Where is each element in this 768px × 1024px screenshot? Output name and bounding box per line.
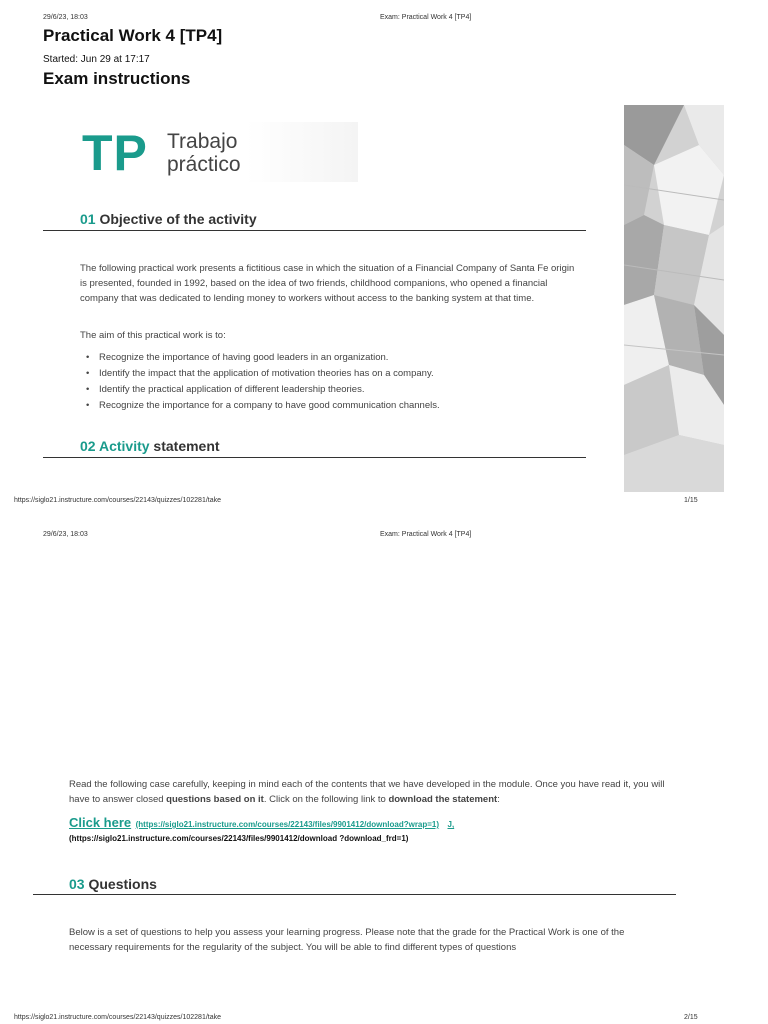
print-footer-page: 1/15 (684, 497, 698, 504)
section-01-label: Objective of the activity (99, 211, 257, 227)
bold-download-statement: download the statement (388, 794, 498, 805)
print-footer-url: https://siglo21.instructure.com/courses/22143/quizzes/102281/take (14, 1014, 222, 1021)
download-link-row (69, 814, 454, 832)
section-01-divider (43, 230, 586, 231)
section-02-label: statement (153, 438, 220, 454)
trabajo-practico-logo (78, 122, 358, 182)
section-03-label: Questions (88, 876, 157, 892)
section-03-divider (33, 894, 676, 895)
list-item: • Identify the impact that the application of motivation theories has on a company. (86, 368, 434, 379)
section-01-title (80, 211, 257, 227)
section-03-title (69, 876, 157, 892)
page-title: Practical Work 4 [TP4] (43, 26, 223, 45)
download-frd-link[interactable]: (https://siglo21.instructure.com/courses/22143/files/9901412/download ?download_frd=1) (69, 834, 409, 843)
print-header-date: 29/6/23, 18:03 (43, 531, 88, 538)
bold-questions-based: questions based on it (166, 794, 264, 805)
list-item: • Identify the practical application of different leadership theories. (86, 384, 365, 395)
tp-logo-word-2: práctico (167, 153, 241, 176)
click-here-link[interactable]: Click here (69, 815, 132, 830)
decorative-side-image (624, 105, 724, 492)
section-03-number: 03 (69, 876, 85, 892)
section-02-accent: Activity (98, 438, 150, 454)
aim-bullet-list (80, 350, 580, 414)
tp-logo-word-1: Trabajo (167, 130, 238, 153)
questions-paragraph: Below is a set of questions to help you assess your learning progress. Please note that the grade for the Practical Work is one of the necessary requirements for the regularity of the subject. You will be able to find different types of questions (69, 927, 625, 953)
objective-paragraph: The following practical work presents a fictitious case in which the situation of a Financial Company of Santa Fe origin is presented, founded in 1992, based on the idea of two friends, childhood companions, who opened a financial company that was dedicated to lending money to workers without access to the banking system at that time. (80, 263, 575, 304)
section-02-divider (43, 457, 586, 458)
print-header-date: 29/6/23, 18:03 (43, 14, 88, 21)
aim-intro: The aim of this practical work is to: (80, 330, 226, 341)
print-footer-url: https://siglo21.instructure.com/courses/22143/quizzes/102281/take (14, 497, 222, 504)
print-footer-page: 2/15 (684, 1014, 698, 1021)
list-item: • Recognize the importance for a company to have good communication channels. (86, 400, 440, 411)
tp-logo-mark: TP (82, 125, 148, 181)
print-header-title: Exam: Practical Work 4 [TP4] (380, 531, 472, 538)
print-header-title: Exam: Practical Work 4 [TP4] (380, 14, 472, 21)
exam-instructions-heading: Exam instructions (43, 69, 191, 88)
link-tail: J, (447, 820, 455, 829)
section-02-title (80, 438, 220, 454)
download-wrap-link[interactable]: (https://siglo21.instructure.com/courses/22143/files/9901412/download?wrap=1) (135, 820, 440, 829)
started-timestamp: Started: Jun 29 at 17:17 (43, 54, 150, 65)
section-02-number: 02 (80, 438, 96, 454)
read-case-paragraph: Read the following case carefully, keeping in mind each of the contents that we have developed in the module. Once you have read it, you will have to answer closed questions based on it. Click on the following link to download the statement: (69, 779, 665, 805)
section-01-number: 01 (80, 211, 96, 227)
list-item: • Recognize the importance of having good leaders in an organization. (86, 352, 389, 363)
